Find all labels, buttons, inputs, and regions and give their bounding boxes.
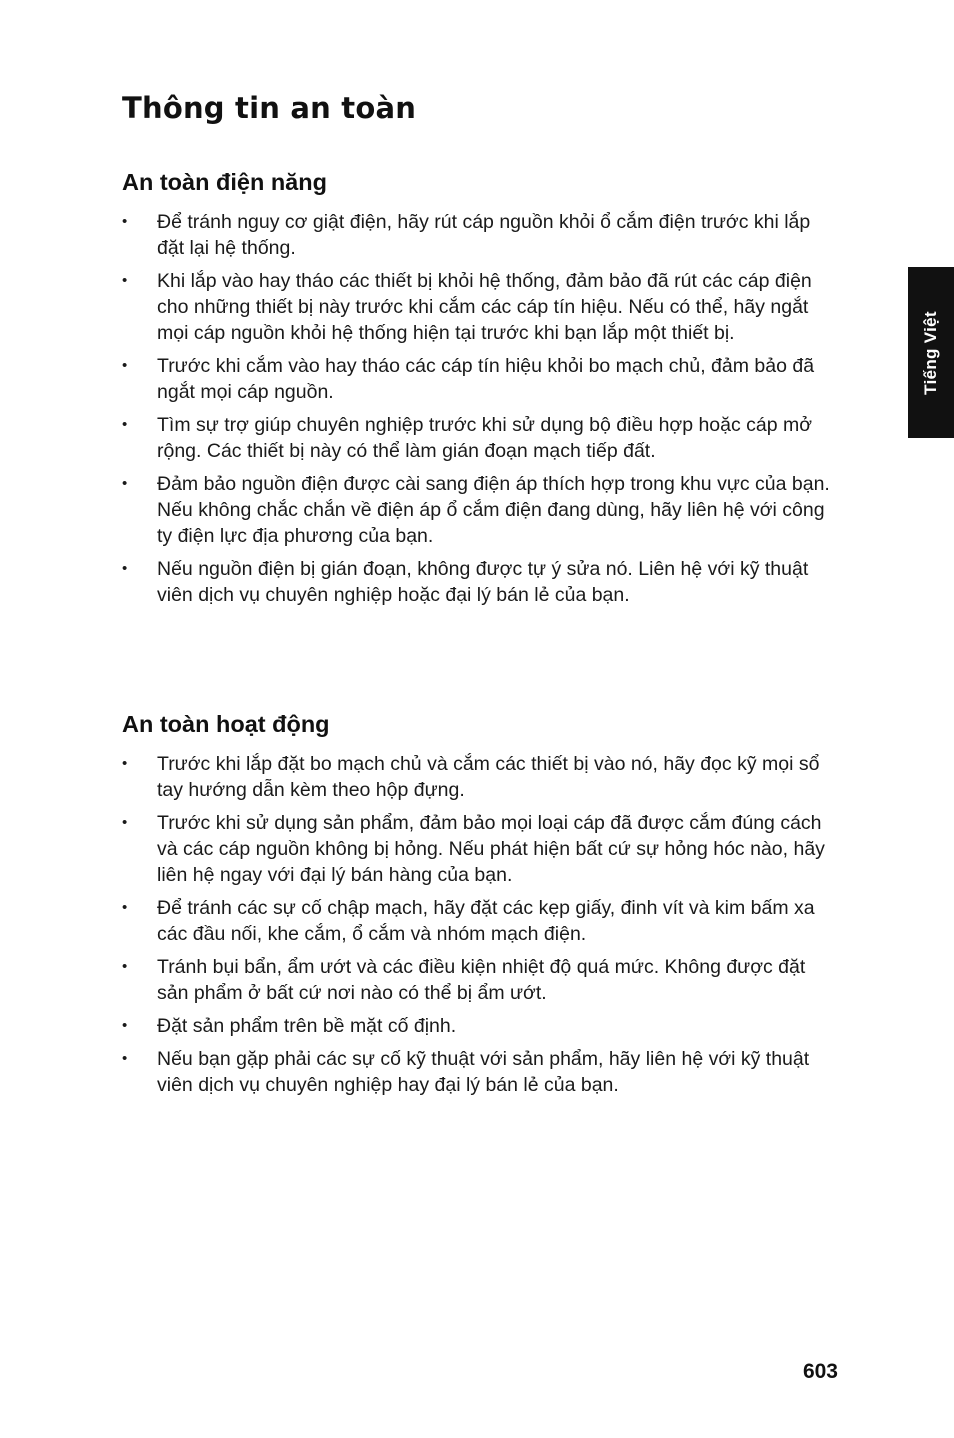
- bullet-icon: •: [122, 1050, 128, 1067]
- bullet-icon: •: [122, 560, 128, 577]
- list-item-text: Trước khi lắp đặt bo mạch chủ và cắm các thiết bị vào nó, hãy đọc kỹ mọi sổ tay hướng dẫn kèm theo hộp đựng.: [157, 753, 820, 801]
- bullet-list: [122, 209, 842, 608]
- list-item-text: Nếu bạn gặp phải các sự cố kỹ thuật với sản phẩm, hãy liên hệ với kỹ thuật viên dịch vụ chuyên nghiệp hay đại lý bán lẻ của bạn.: [157, 1048, 810, 1096]
- list-item: [122, 954, 842, 1006]
- list-item: [122, 412, 842, 464]
- list-item-text: Đặt sản phẩm trên bề mặt cố định.: [157, 1015, 457, 1037]
- list-item-text: Đảm bảo nguồn điện được cài sang điện áp thích hợp trong khu vực của bạn. Nếu không chắc chắn về điện áp ổ cắm điện đang dùng, hãy liên hệ với công ty điện lực địa phương của bạn.: [157, 473, 830, 547]
- list-item: [122, 209, 842, 261]
- side-tab-label: Tiếng Việt: [921, 310, 940, 395]
- bullet-icon: •: [122, 899, 128, 916]
- list-item: [122, 1013, 842, 1039]
- bullet-list: [122, 751, 842, 1098]
- list-item: [122, 1046, 842, 1098]
- list-item: [122, 268, 842, 346]
- bullet-icon: •: [122, 1017, 128, 1034]
- list-item-text: Khi lắp vào hay tháo các thiết bị khỏi hệ thống, đảm bảo đã rút các cáp điện cho những thiết bị này trước khi cắm các cáp tín hiệu. Nếu có thể, hãy ngắt mọi cáp nguồn khỏi hệ thống hiện tại trước khi bạn lắp một thiết bị.: [157, 270, 812, 344]
- list-item-text: Tìm sự trợ giúp chuyên nghiệp trước khi sử dụng bộ điều hợp hoặc cáp mở rộng. Các thiết bị này có thể làm gián đoạn mạch tiếp đất.: [157, 414, 813, 462]
- list-item: [122, 353, 842, 405]
- page-title: Thông tin an toàn: [122, 91, 417, 125]
- list-item: [122, 751, 842, 803]
- list-item-text: Để tránh nguy cơ giật điện, hãy rút cáp nguồn khỏi ổ cắm điện trước khi lắp đặt lại hệ thống.: [157, 211, 811, 259]
- language-side-tab: [908, 267, 954, 438]
- list-item-text: Tránh bụi bẩn, ẩm ướt và các điều kiện nhiệt độ quá mức. Không được đặt sản phẩm ở bất cứ nơi nào có thể bị ẩm ướt.: [157, 956, 806, 1004]
- list-item-text: Nếu nguồn điện bị gián đoạn, không được tự ý sửa nó. Liên hệ với kỹ thuật viên dịch vụ chuyên nghiệp hoặc đại lý bán lẻ của bạn.: [157, 558, 809, 606]
- list-item-text: Trước khi sử dụng sản phẩm, đảm bảo mọi loại cáp đã được cắm đúng cách và các cáp nguồn không bị hỏng. Nếu phát hiện bất cứ sự hỏng hóc nào, hãy liên hệ ngay với đại lý bán hàng của bạn.: [157, 812, 825, 886]
- section-operation-safety: [122, 709, 842, 1105]
- bullet-icon: •: [122, 958, 128, 975]
- list-item: [122, 895, 842, 947]
- bullet-icon: •: [122, 755, 128, 772]
- section-heading: An toàn điện năng: [122, 169, 327, 195]
- bullet-icon: •: [122, 272, 128, 289]
- list-item: [122, 471, 842, 549]
- bullet-icon: •: [122, 814, 128, 831]
- section-electrical-safety: [122, 167, 842, 615]
- page-number: 603: [802, 1360, 838, 1383]
- bullet-icon: •: [122, 213, 128, 230]
- list-item: [122, 556, 842, 608]
- bullet-icon: •: [122, 475, 128, 492]
- bullet-icon: •: [122, 357, 128, 374]
- section-heading: An toàn hoạt động: [122, 711, 330, 737]
- list-item-text: Để tránh các sự cố chập mạch, hãy đặt các kẹp giấy, đinh vít và kim bấm xa các đầu nối, khe cắm, ổ cắm và nhóm mạch điện.: [157, 897, 815, 945]
- list-item: [122, 810, 842, 888]
- bullet-icon: •: [122, 416, 128, 433]
- list-item-text: Trước khi cắm vào hay tháo các cáp tín hiệu khỏi bo mạch chủ, đảm bảo đã ngắt mọi cáp nguồn.: [157, 355, 815, 403]
